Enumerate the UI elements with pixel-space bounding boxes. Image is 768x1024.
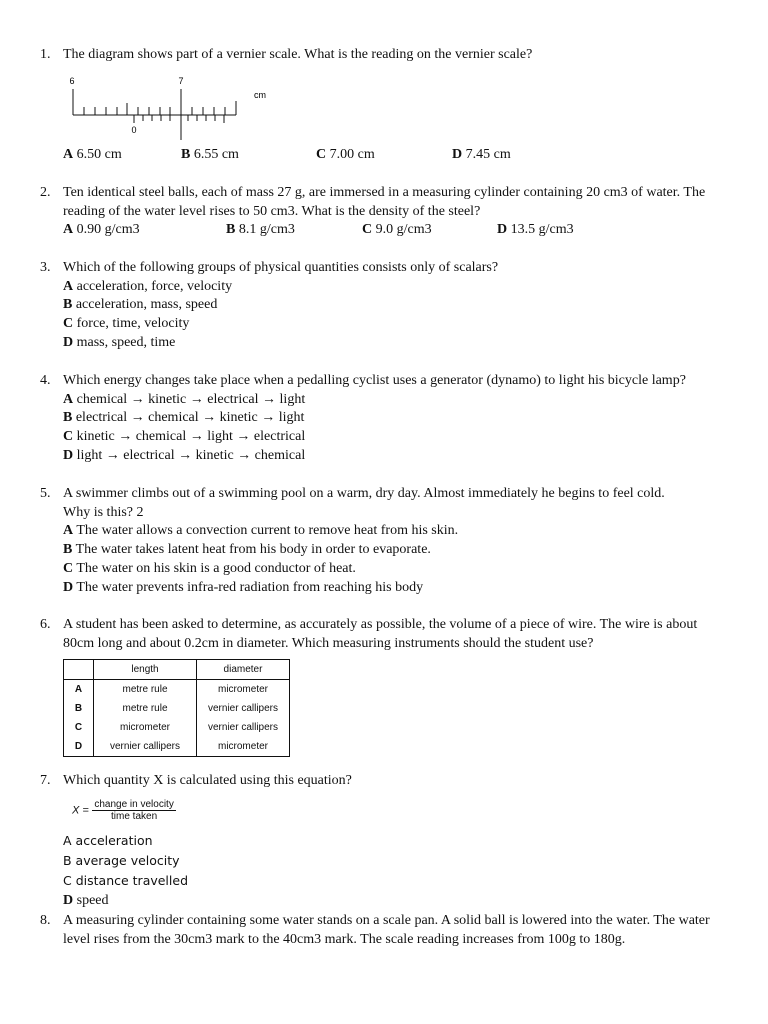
- option-c[interactable]: C force, time, velocity: [63, 316, 190, 332]
- length-cell: micrometer: [94, 718, 197, 737]
- question-text: 80cm long and about 0.2cm in diameter. Which measuring instruments should the student use?: [63, 635, 594, 651]
- question-text: Why is this? 2: [63, 504, 144, 520]
- row-letter: B: [64, 699, 94, 718]
- option-a[interactable]: A 6.50 cm: [63, 147, 122, 162]
- question-number: 4.: [40, 373, 51, 388]
- equation-lhs: X =: [72, 804, 89, 817]
- label-6: 6: [69, 76, 75, 86]
- option-c[interactable]: C 7.00 cm: [316, 147, 375, 162]
- diameter-cell: micrometer: [197, 737, 290, 757]
- table-row[interactable]: [64, 680, 290, 700]
- table-header-cell: [64, 660, 94, 680]
- question-number: 7.: [40, 773, 51, 788]
- option-d[interactable]: D 13.5 g/cm3: [497, 222, 574, 238]
- option-a[interactable]: A The water allows a convection current to remove heat from his skin.: [63, 523, 459, 539]
- question-number: 1.: [40, 47, 51, 62]
- table-header-cell: diameter: [197, 660, 290, 680]
- option-c[interactable]: C kinetic → chemical → light → electrical: [63, 429, 306, 445]
- question-text: Which quantity X is calculated using this equation?: [63, 773, 352, 788]
- option-a[interactable]: A acceleration, force, velocity: [63, 278, 233, 294]
- equation: [72, 799, 176, 822]
- option-b[interactable]: B 6.55 cm: [181, 147, 239, 162]
- option-d[interactable]: D 7.45 cm: [452, 147, 511, 162]
- question-text: A measuring cylinder containing some water stands on a scale pan. A solid ball is lowered into the water. The water: [63, 913, 710, 928]
- diameter-cell: vernier callipers: [197, 699, 290, 718]
- question-text: The diagram shows part of a vernier scale. What is the reading on the vernier scale?: [63, 47, 533, 62]
- diameter-cell: vernier callipers: [197, 718, 290, 737]
- table-row[interactable]: [64, 718, 290, 737]
- vernier-scale-diagram: [60, 74, 280, 144]
- option-b[interactable]: B electrical → chemical → kinetic → light: [63, 410, 305, 426]
- question-text: Which energy changes take place when a pedalling cyclist uses a generator (dynamo) to light his bicycle lamp?: [63, 373, 686, 388]
- option-b[interactable]: B average velocity: [63, 853, 180, 868]
- row-letter: C: [64, 718, 94, 737]
- label-cm: cm: [254, 90, 266, 100]
- length-cell: vernier callipers: [94, 737, 197, 757]
- question-number: 3.: [40, 260, 51, 275]
- option-d[interactable]: D speed: [63, 893, 109, 908]
- question-1-options: [63, 146, 663, 165]
- option-d[interactable]: D mass, speed, time: [63, 334, 176, 350]
- question-text: Ten identical steel balls, each of mass 27 g, are immersed in a measuring cylinder containing 20 cm3 of water. The: [63, 185, 706, 200]
- length-cell: metre rule: [94, 680, 197, 700]
- table-row[interactable]: [64, 699, 290, 718]
- option-b[interactable]: B The water takes latent heat from his body in order to evaporate.: [63, 542, 431, 558]
- option-a[interactable]: A acceleration: [63, 833, 153, 848]
- instruments-table: [63, 659, 290, 757]
- row-letter: D: [64, 737, 94, 757]
- equation-denominator: time taken: [111, 811, 158, 822]
- question-text: A student has been asked to determine, as accurately as possible, the volume of a piece of wire. The wire is about: [63, 617, 698, 632]
- label-7: 7: [178, 76, 184, 86]
- option-d[interactable]: D The water prevents infra-red radiation from reaching his body: [63, 579, 424, 595]
- question-text: reading of the water level rises to 50 cm3. What is the density of the steel?: [63, 203, 481, 219]
- option-c[interactable]: C The water on his skin is a good conductor of heat.: [63, 560, 356, 576]
- option-a[interactable]: A chemical → kinetic → electrical → light: [63, 391, 306, 407]
- question-2-options: [63, 221, 730, 240]
- table-row[interactable]: [64, 737, 290, 757]
- option-b[interactable]: B acceleration, mass, speed: [63, 297, 218, 313]
- question-7-options: [63, 831, 188, 911]
- table-header-cell: length: [94, 660, 197, 680]
- row-letter: A: [64, 680, 94, 700]
- label-0: 0: [131, 125, 137, 135]
- option-c[interactable]: C 9.0 g/cm3: [362, 222, 432, 238]
- question-number: 2.: [40, 185, 51, 200]
- table-header-row: [64, 660, 290, 680]
- option-c[interactable]: C distance travelled: [63, 873, 189, 888]
- question-number: 6.: [40, 617, 51, 632]
- question-number: 5.: [40, 486, 51, 501]
- question-text: A swimmer climbs out of a swimming pool on a warm, dry day. Almost immediately he begins to feel cold.: [63, 486, 665, 501]
- question-text: Which of the following groups of physical quantities consists only of scalars?: [63, 260, 499, 275]
- question-number: 8.: [40, 913, 51, 928]
- equation-fraction: [92, 799, 176, 822]
- equation-numerator: change in velocity: [94, 799, 174, 810]
- option-a[interactable]: A 0.90 g/cm3: [63, 222, 140, 238]
- option-d[interactable]: D light → electrical → kinetic → chemical: [63, 447, 306, 463]
- option-b[interactable]: B 8.1 g/cm3: [226, 222, 295, 238]
- length-cell: metre rule: [94, 699, 197, 718]
- diameter-cell: micrometer: [197, 680, 290, 700]
- question-text: level rises from the 30cm3 mark to the 40cm3 mark. The scale reading increases from 100g to 180g.: [63, 931, 626, 947]
